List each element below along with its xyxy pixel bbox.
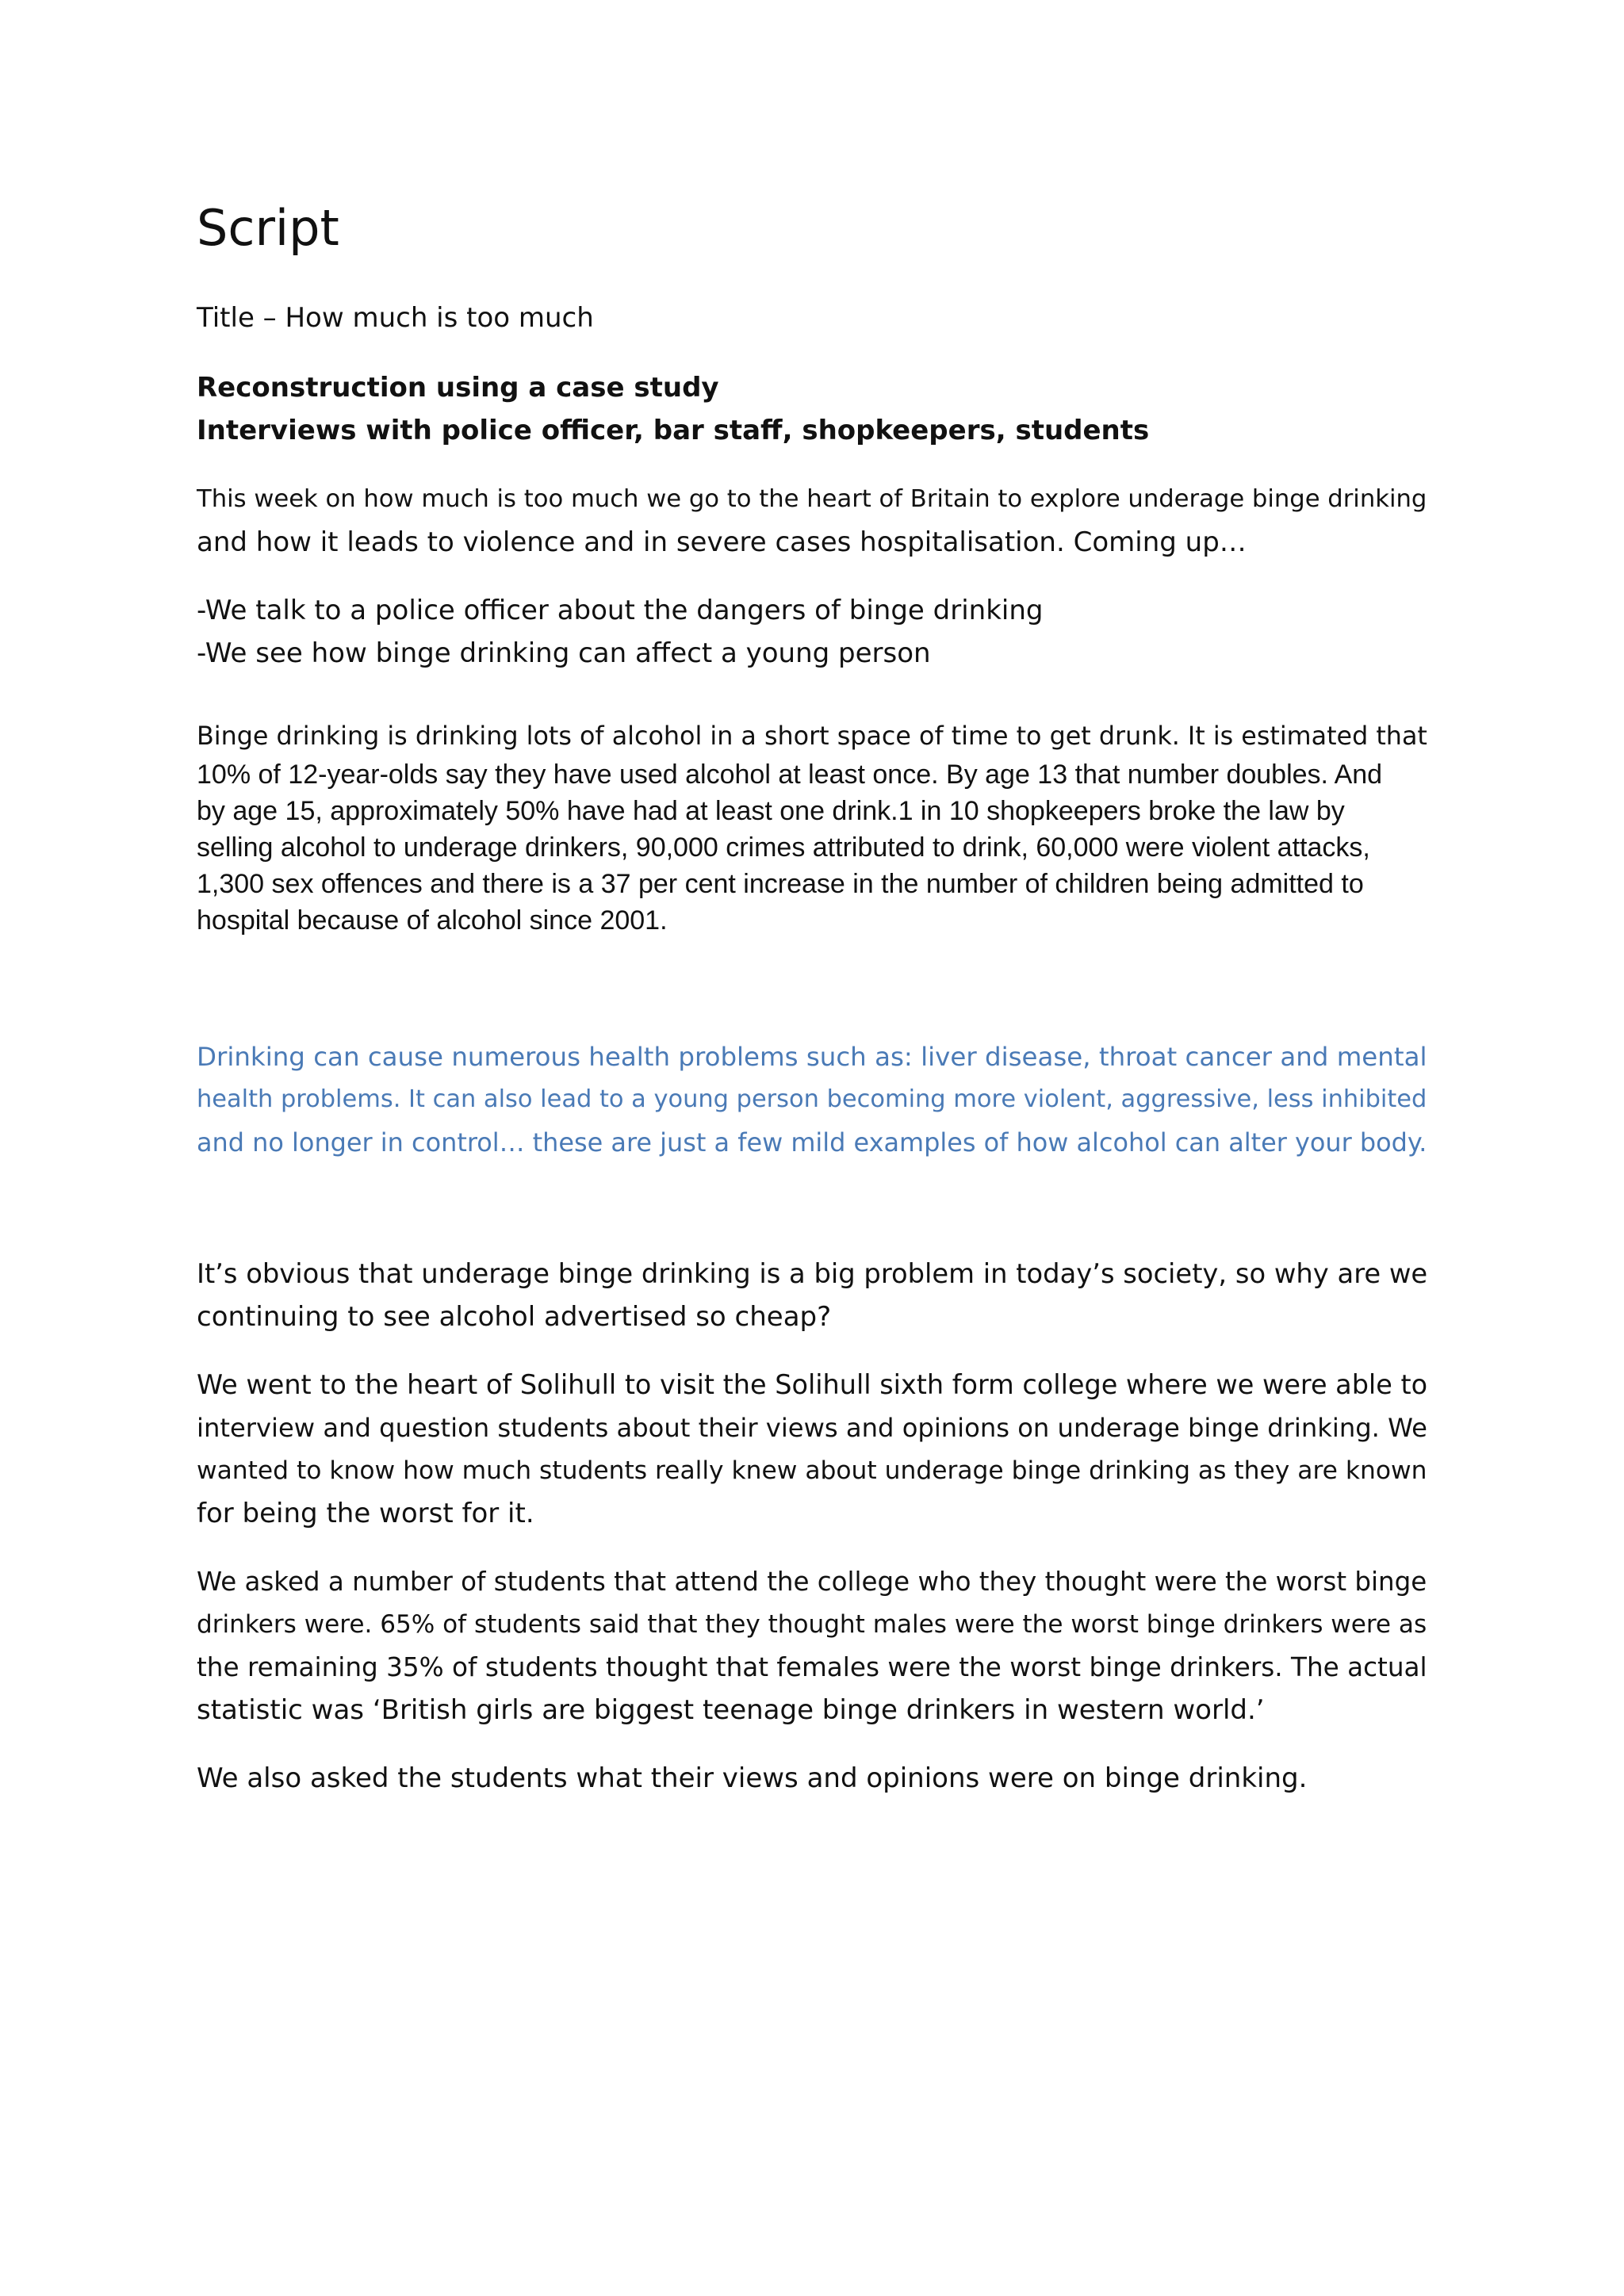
health-line: health problems. It can also lead to a young person becoming more violent, aggressive, less inhibited (197, 1085, 1427, 1113)
facts-line: Binge drinking is drinking lots of alcohol in a short space of time to get drunk. It is estimated that (197, 722, 1427, 751)
survey-line: We asked a number of students that attend the college who they thought were the worst binge (197, 1567, 1427, 1597)
facts-line: 1,300 sex offences and there is a 37 per cent increase in the number of children being admitted to (197, 869, 1364, 899)
survey-line: drinkers were. 65% of students said that they thought males were the worst binge drinkers were as (197, 1610, 1427, 1639)
college-paragraph (197, 1364, 1434, 1535)
college-line: for being the worst for it. (197, 1498, 534, 1529)
survey-line: statistic was ‘British girls are biggest teenage binge drinkers in western world.’ (197, 1694, 1265, 1726)
survey-paragraph (197, 1560, 1434, 1732)
title-line: Title – How much is too much (197, 302, 594, 334)
intro-line: This week on how much is too much we go to the heart of Britain to explore underage binge drinking (197, 485, 1427, 513)
coming-up-list (197, 589, 1434, 675)
subheading-interviews: Interviews with police officer, bar staff, shopkeepers, students (197, 415, 1150, 446)
facts-line: by age 15, approximately 50% have had at least one drink.1 in 10 shopkeepers broke the law by (197, 796, 1345, 826)
facts-line: selling alcohol to underage drinkers, 90,000 crimes attributed to drink, 60,000 were violent attacks, (197, 832, 1370, 863)
subheadings (197, 366, 1434, 452)
intro-line: and how it leads to violence and in severe cases hospitalisation. Coming up… (197, 526, 1247, 558)
college-line: We went to the heart of Solihull to visit the Solihull sixth form college where we were able to (197, 1369, 1428, 1400)
health-line: Drinking can cause numerous health problems such as: liver disease, throat cancer and mental (197, 1042, 1427, 1072)
college-line: wanted to know how much students really knew about underage binge drinking as they are known (197, 1456, 1427, 1485)
subheading-reconstruction: Reconstruction using a case study (197, 372, 719, 404)
society-paragraph (197, 1253, 1434, 1338)
survey-line: the remaining 35% of students thought that females were the worst binge drinkers. The actual (197, 1652, 1427, 1682)
society-line: continuing to see alcohol advertised so cheap? (197, 1301, 832, 1333)
society-line: It’s obvious that underage binge drinking is a big problem in today’s society, so why are we (197, 1258, 1428, 1289)
college-line: interview and question students about their views and opinions on underage binge drinking. We (197, 1413, 1427, 1443)
facts-paragraph (197, 717, 1434, 939)
coming-up-item: -We see how binge drinking can affect a young person (197, 637, 931, 669)
closing-line: We also asked the students what their views and opinions were on binge drinking. (197, 1762, 1308, 1794)
health-paragraph (197, 1035, 1434, 1164)
coming-up-item: -We talk to a police officer about the dangers of binge drinking (197, 595, 1044, 626)
page-title: Script (197, 199, 339, 257)
intro-paragraph (197, 478, 1434, 564)
facts-line: hospital because of alcohol since 2001. (197, 905, 668, 936)
facts-line: 10% of 12-year-olds say they have used alcohol at least once. By age 13 that number doubles. And (197, 760, 1383, 790)
health-line: and no longer in control… these are just a few mild examples of how alcohol can alter your body. (197, 1127, 1427, 1158)
